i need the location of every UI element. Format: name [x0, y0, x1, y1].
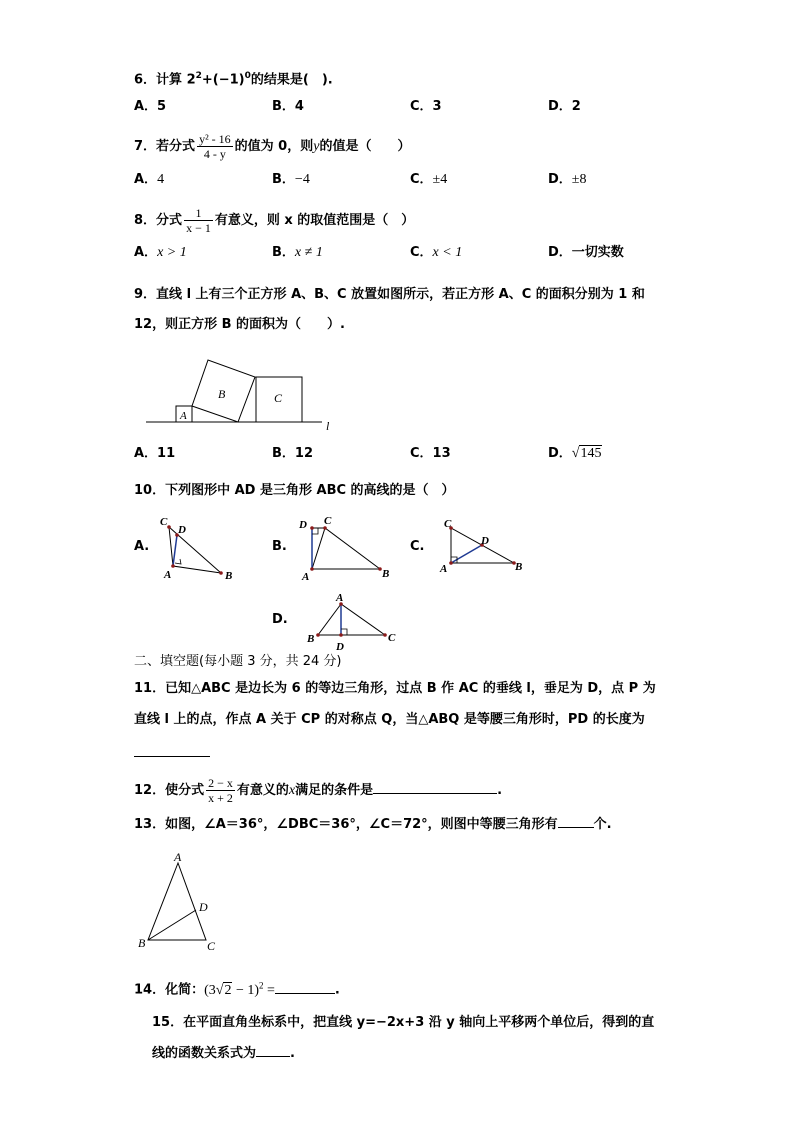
q15-line-2: 线的函数关系式为 .: [152, 1046, 295, 1061]
q9-option-c[interactable]: C．13: [410, 446, 451, 461]
q10-option-b[interactable]: B.: [272, 539, 287, 554]
q12-stem: 12．使分式 $\frac{2 - x}{x + 2}$ 有意义的x满足的条件是 .: [134, 776, 503, 805]
q8-option-d[interactable]: D．一切实数: [548, 245, 624, 260]
q9-line-2: 12，则正方形 B 的面积为（ ）.: [134, 317, 345, 332]
label-d: D: [199, 900, 208, 914]
q8-option-a[interactable]: A．x > 1: [134, 245, 187, 260]
label-b: B: [218, 387, 226, 401]
q7-option-d[interactable]: D．±8: [548, 172, 587, 187]
svg-text:B: B: [307, 633, 315, 645]
svg-text:D: D: [178, 524, 186, 536]
q12-fraction: $\frac{2 - x}{x + 2}$: [208, 776, 233, 805]
q9-option-a[interactable]: A．11: [134, 446, 176, 461]
q7-stem: 7．若分式 $\frac{\text{y² - 16}}{4 - y}$ 的值为 0，则y的值是（ ）: [134, 132, 411, 161]
q8-option-c[interactable]: C．x < 1: [410, 245, 463, 260]
q10-stem: 10．下列图形中 AD 是三角形 ABC 的高线的是（ ）: [134, 483, 455, 498]
q14-answer-blank[interactable]: [275, 982, 335, 994]
svg-text:A: A: [164, 569, 172, 581]
label-a: A: [174, 850, 182, 864]
svg-text:C: C: [324, 515, 332, 527]
svg-text:B: B: [225, 570, 233, 582]
svg-text:C: C: [444, 518, 452, 530]
svg-text:A: A: [336, 592, 344, 604]
q10-option-d[interactable]: D.: [272, 612, 288, 627]
svg-text:D: D: [336, 641, 344, 653]
q10-option-a[interactable]: A.: [134, 539, 150, 554]
q10-option-c[interactable]: C.: [410, 539, 425, 554]
q6-number: 6．: [134, 72, 157, 88]
label-b: B: [138, 936, 146, 950]
q13-stem: 13．如图，∠A＝36°，∠DBC＝36°，∠C＝72°，则图中等腰三角形有 个.: [134, 817, 612, 832]
q6-option-b[interactable]: B．4: [272, 99, 304, 114]
q8-stem: 8．分式 $\frac{1}{x - 1}$ 有意义，则 x 的取值范围是（ ）: [134, 206, 415, 235]
q7-option-a[interactable]: A．4: [134, 172, 165, 187]
label-c: C: [207, 939, 216, 953]
q7-option-b[interactable]: B．−4: [272, 172, 310, 187]
q6-option-a[interactable]: A．5: [134, 99, 167, 114]
svg-text:C: C: [388, 632, 396, 644]
q6-option-c[interactable]: C．3: [410, 99, 442, 114]
q15-line-1: 15．在平面直角坐标系中，把直线 y=−2x+3 沿 y 轴向上平移两个单位后，得到的直: [152, 1015, 655, 1030]
section-2-title: 二、填空题(每小题 3 分，共 24 分): [134, 654, 342, 669]
q11-line-2: 直线 l 上的点，作点 A 关于 CP 的对称点 Q，当△ABQ 是等腰三角形时，PD 的长度为: [134, 712, 645, 727]
q11-line-1: 11．已知△ABC 是边长为 6 的等边三角形，过点 B 作 AC 的垂线 l，垂足为 D，点 P 为: [134, 681, 656, 696]
q15-answer-blank[interactable]: [256, 1045, 290, 1057]
q8-fraction: $\frac{1}{x - 1}$: [186, 206, 211, 235]
q9-line-1: 9．直线 l 上有三个正方形 A、B、C 放置如图所示，若正方形 A、C 的面积分别为 1 和: [134, 287, 645, 302]
q14-expression: $(3√2 - 1)^2$ =: [204, 980, 275, 998]
q9-option-b[interactable]: B．12: [272, 446, 313, 461]
svg-text:D: D: [481, 535, 489, 547]
q7-option-c[interactable]: C．±4: [410, 172, 448, 187]
label-c: C: [274, 391, 283, 405]
label-l: l: [326, 419, 330, 433]
q14-stem: 14．化简：$(3√2 - 1)^2$ = .: [134, 980, 340, 998]
label-a: A: [180, 410, 187, 422]
svg-text:D: D: [299, 519, 307, 531]
q9-option-d[interactable]: D．√145: [548, 446, 602, 461]
svg-text:B: B: [382, 568, 390, 580]
q8-option-b[interactable]: B．x ≠ 1: [272, 245, 323, 260]
svg-text:C: C: [160, 516, 168, 528]
svg-text:A: A: [302, 571, 310, 583]
q6-option-d[interactable]: D．2: [548, 99, 581, 114]
q6-stem: 6．计算 $2^2+(-1)^0$的结果是( ).: [134, 71, 333, 88]
q7-fraction: $\frac{\text{y² - 16}}{4 - y}$: [199, 132, 231, 161]
svg-text:A: A: [440, 563, 448, 575]
svg-text:B: B: [515, 561, 523, 573]
